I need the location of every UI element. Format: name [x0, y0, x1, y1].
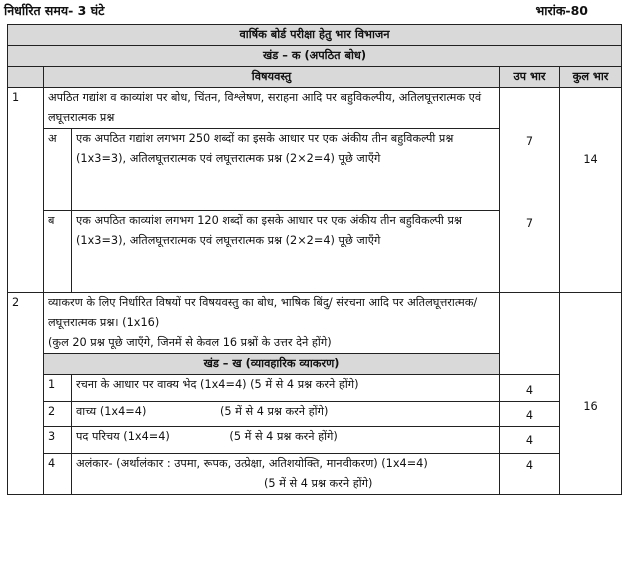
title-band — [8, 25, 622, 67]
sub-extra: (5 में से 4 प्रश्न करने होंगे) — [219, 405, 329, 418]
serial-header — [8, 67, 44, 88]
sub-description: एक अपठित गद्यांश लगभग 250 शब्दों का इसके आधार पर एक अंकीय तीन बहुविकल्पी प्रश्न (1x3=3), अतिलघूत्तरात्मक एवं लघूत्तरात्मक प्रश्न (2×2=4) पूछे जाएँगे — [72, 129, 500, 211]
sub-description: वाच्य (1x4=4) — [76, 405, 147, 418]
sub-mark: 4 — [500, 427, 560, 454]
total-marks-header: कुल भार — [560, 67, 622, 88]
row-number: 2 — [8, 293, 44, 495]
sub-mark: 4 — [500, 402, 560, 427]
sub-label: 2 — [44, 402, 72, 427]
sub-extra: (5 में से 4 प्रश्न करने होंगे) — [264, 477, 373, 490]
sub-mark: 7 — [525, 217, 534, 230]
sub-row — [8, 454, 622, 495]
sub-marks-header: उप भार — [500, 67, 560, 88]
table-title: वार्षिक बोर्ड परीक्षा हेतु भार विभाजन — [8, 25, 621, 46]
total-mark: 16 — [560, 293, 622, 495]
section-b-heading: खंड – ख (व्यावहारिक व्याकरण) — [44, 354, 500, 375]
sub-extra: (5 में से 4 प्रश्न करने होंगे) — [229, 430, 338, 443]
sub-description: रचना के आधार पर वाक्य भेद (1x4=4) (5 में से 4 प्रश्न करने होंगे) — [72, 375, 500, 402]
table-row — [8, 293, 622, 354]
sub-label: 3 — [44, 427, 72, 454]
sub-mark: 4 — [500, 454, 560, 495]
sub-row — [8, 375, 622, 402]
sub-description: अलंकार- (अर्थालंकार : उपमा, रूपक, उत्प्रेक्षा, अतिशयोक्ति, मानवीकरण) (1x4=4) — [76, 457, 428, 470]
column-header-row — [8, 67, 622, 88]
sub-label: 4 — [44, 454, 72, 495]
sub-mark: 4 — [500, 375, 560, 402]
row-description: व्याकरण के लिए निर्धारित विषयों पर विषयवस्तु का बोध, भाषिक बिंदु/ संरचना आदि पर अतिलघूत्तरात्मक/लघूत्तरात्मक प्रश्न। (1x16) — [48, 296, 478, 329]
total-mark: 14 — [560, 88, 622, 293]
sub-label: अ — [44, 129, 72, 211]
sub-marks-cell — [500, 88, 560, 293]
sub-description: एक अपठित काव्यांश लगभग 120 शब्दों का इसके आधार पर एक अंकीय तीन बहुविकल्पी प्रश्न (1x3=3), अतिलघूत्तरात्मक एवं लघूत्तरात्मक प्रश्न (2×2=4) पूछे जाएँगे — [72, 211, 500, 293]
table-row — [8, 88, 622, 129]
sub-row — [8, 427, 622, 454]
sub-row — [8, 402, 622, 427]
sub-label: 1 — [44, 375, 72, 402]
time-allowed: निर्धारित समय- 3 घंटे — [4, 3, 105, 18]
sub-description: पद परिचय (1x4=4) — [76, 430, 170, 443]
row-note: (कुल 20 प्रश्न पूछे जाएँगे, जिनमें से केवल 16 प्रश्नों के उत्तर देने होंगे) — [48, 336, 332, 349]
section-a-heading: खंड – क (अपठित बोध) — [263, 49, 367, 62]
row-description: अपठित गद्यांश व काव्यांश पर बोध, चिंतन, विश्लेषण, सराहना आदि पर बहुविकल्पीय, अतिलघूत्तरात्मक एवं लघूत्तरात्मक प्रश्न — [44, 88, 500, 129]
sub-label: ब — [44, 211, 72, 293]
row-number: 1 — [8, 88, 44, 293]
total-marks: भारांक-80 — [535, 3, 588, 18]
subject-header: विषयवस्तु — [44, 67, 500, 88]
sub-mark: 7 — [525, 135, 534, 148]
marks-distribution-table — [7, 24, 622, 495]
